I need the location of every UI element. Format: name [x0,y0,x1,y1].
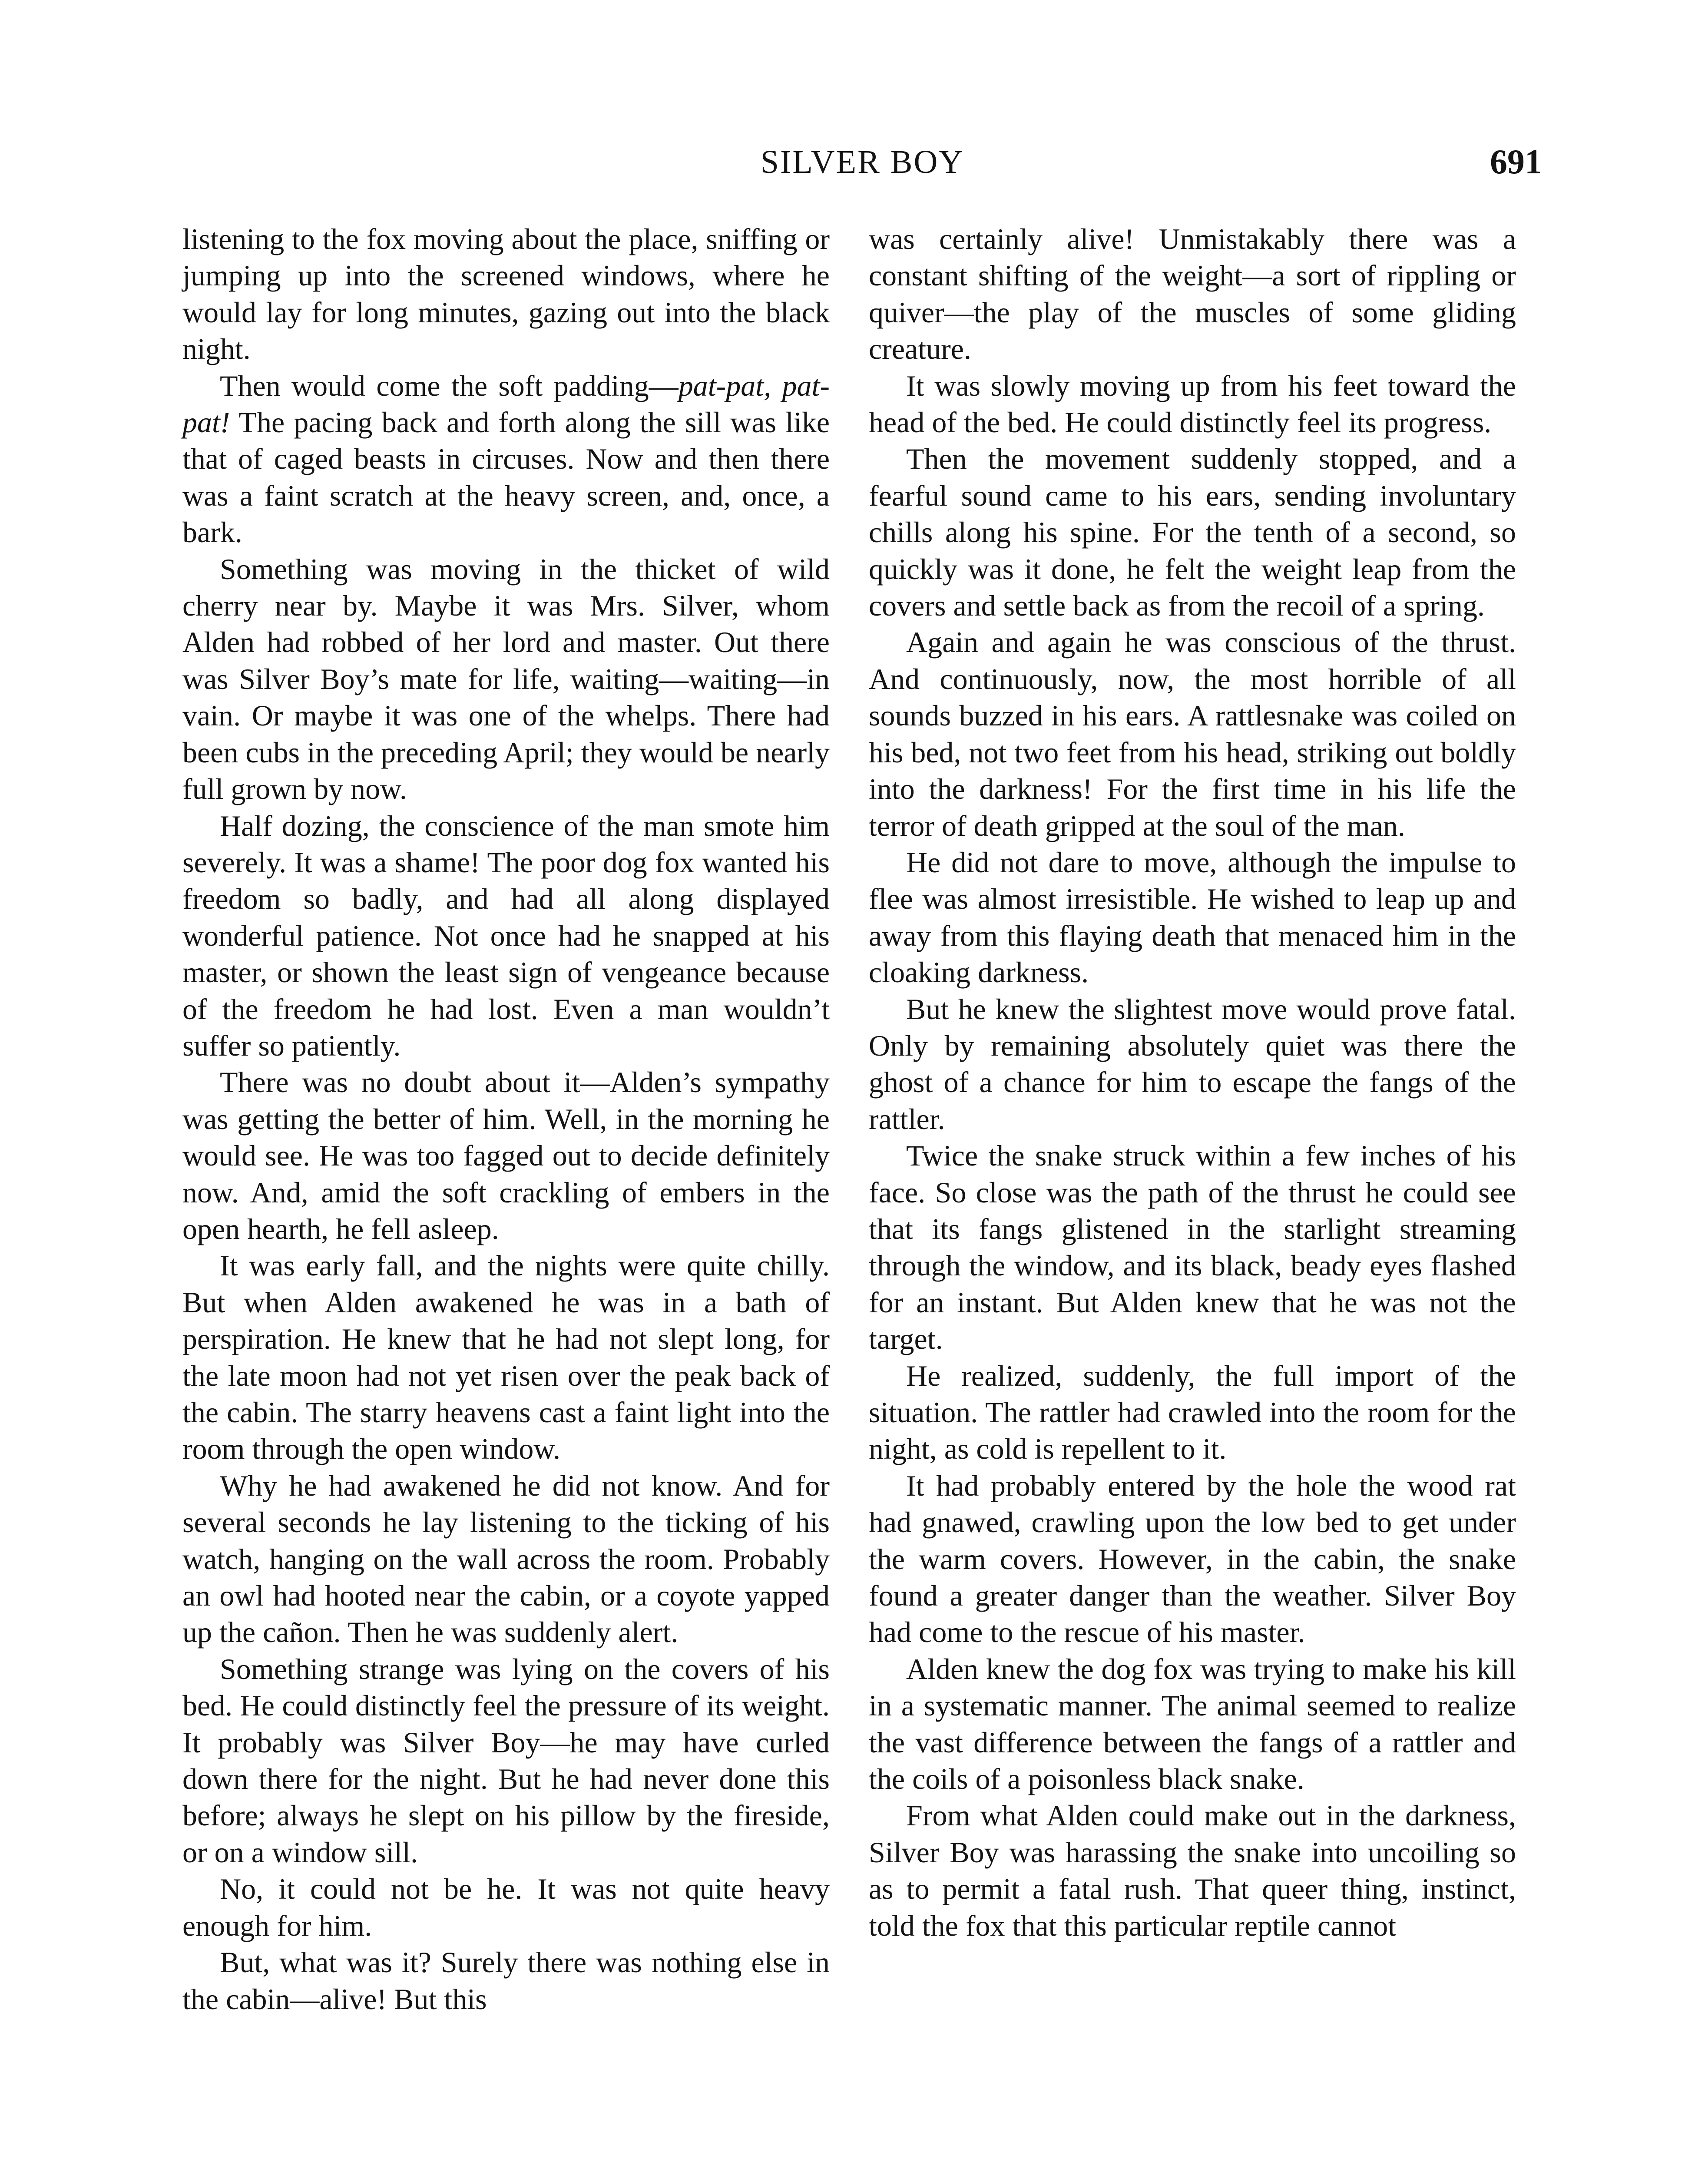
running-title: SILVER BOY [760,144,964,180]
paragraph: He did not dare to move, although the impulse to flee was almost irresistible. He wished to leap up and away from this flaying death that menaced him in the cloaking darkness. [869,845,1516,989]
paragraph: Again and again he was conscious of the thrust. And continuously, now, the most horrible of all sounds buzzed in his ears. A rattlesnake was coiled on his bed, not two feet from his head, striking out boldly into the darkness! For the first time in his life the terror of death gripped at the soul of the man. [869,626,1516,842]
paragraph: Alden knew the dog fox was trying to make his kill in a systematic manner. The animal seemed to realize the vast difference between the fangs of a rattler and the coils of a poisonless black snake. [869,1652,1516,1796]
paragraph: It had probably entered by the hole the wood rat had gnawed, crawling upon the low bed to get under the warm covers. However, in the cabin, the snake found a greater danger than the weather. Silver Boy had come to the rescue of his master. [869,1469,1516,1649]
paragraph-text: Then would come the soft padding— [220,369,679,402]
left-column [182,221,830,2017]
paragraph: He realized, suddenly, the full import of the situation. The rattler had crawled into the room for the night, as cold is repellent to it. [869,1359,1516,1466]
paragraph: Half dozing, the conscience of the man smote him severely. It was a shame! The poor dog fox wanted his freedom so badly, and had all along displayed wonderful patience. Not once had he snapped at his master, or shown the least sign of vengeance because of the freedom he had lost. Even a man wouldn’t suffer so patiently. [182,809,830,1062]
paragraph: Then the movement suddenly stopped, and a fearful sound came to his ears, sending involuntary chills along his spine. For the tenth of a second, so quickly was it done, he felt the weight leap from the covers and settle back as from the recoil of a spring. [869,442,1516,622]
paragraph: Something was moving in the thicket of wild cherry near by. Maybe it was Mrs. Silver, whom Alden had robbed of her lord and master. Out there was Silver Boy’s mate for life, waiting—waiting—in vain. Or maybe it was one of the whelps. There had been cubs in the preceding April; they would be nearly full grown by now. [182,552,830,806]
paragraph: From what Alden could make out in the darkness, Silver Boy was harassing the snake into uncoiling so as to permit a fatal rush. That queer thing, instinct, told the fox that this particular reptile cannot [869,1799,1516,1942]
paragraph: No, it could not be he. It was not quite heavy enough for him. [182,1872,830,1942]
emphasis-text: pat-pat, pat-pat! [182,369,830,439]
paragraph: There was no doubt about it—Alden’s sympathy was getting the better of him. Well, in the morning he would see. He was too fagged out to decide definitely now. And, amid the soft crackling of embers in the open hearth, he fell asleep. [182,1066,830,1245]
paragraph: Something strange was lying on the covers of his bed. He could distinctly feel the pressure of its weight. It probably was Silver Boy—he may have curled down there for the night. But he had never done this before; always he slept on his pillow by the fireside, or on a window sill. [182,1652,830,1869]
paragraph: But he knew the slightest move would prove fatal. Only by remaining absolutely quiet was there the ghost of a chance for him to escape the fangs of the rattler. [869,992,1516,1136]
paragraph: Why he had awakened he did not know. And for several seconds he lay listening to the ticking of his watch, hanging on the wall across the room. Probably an owl had hooted near the cabin, or a coyote yapped up the cañon. Then he was suddenly alert. [182,1469,830,1649]
paragraph: Twice the snake struck within a few inches of his face. So close was the path of the thrust he could see that its fangs glistened in the starlight streaming through the window, and its black, beady eyes flashed for an instant. But Alden knew that he was not the target. [869,1139,1516,1356]
paragraph: It was slowly moving up from his feet toward the head of the bed. He could distinctly feel its progress. [869,369,1516,439]
page-number: 691 [1490,143,1542,181]
paragraph: was certainly alive! Unmistakably there was a constant shifting of the weight—a sort of rippling or quiver—the play of the muscles of some gliding creature. [869,222,1516,366]
paragraph-text: The pacing back and forth along the sill was like that of caged beasts in circuses. Now and then there was a faint scratch at the heavy screen, and, once, a bark. [182,406,830,549]
paragraph: It was early fall, and the nights were quite chilly. But when Alden awakened he was in a bath of perspiration. He knew that he had not slept long, for the late moon had not yet risen over the peak back of the cabin. The starry heavens cast a faint light into the room through the open window. [182,1249,830,1466]
right-column [869,221,1516,1944]
running-head [182,138,1542,186]
paragraph: listening to the fox moving about the place, sniffing or jumping up into the screened windows, where he would lay for long minutes, gazing out into the black night. [182,222,830,366]
paragraph: But, what was it? Surely there was nothing else in the cabin—alive! But this [182,1946,830,2016]
paragraph [182,368,830,551]
